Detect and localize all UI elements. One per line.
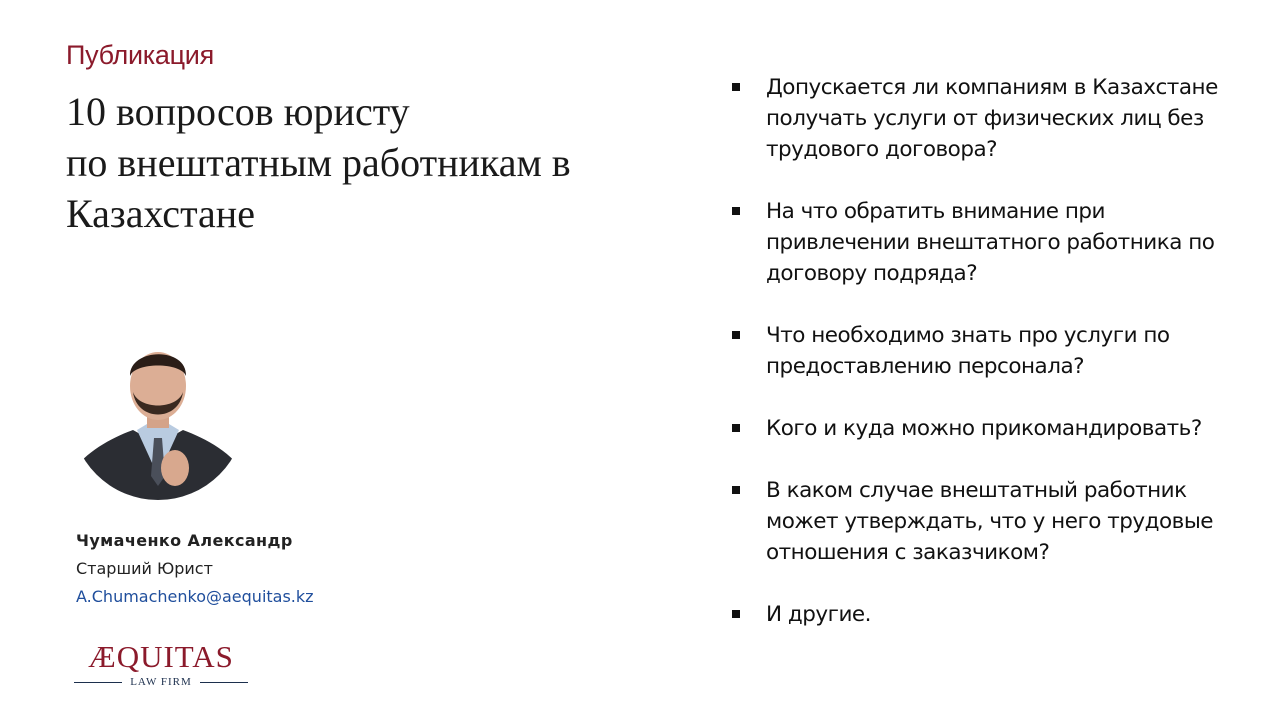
- question-text: Допускается ли компаниям в Казахстане получать услуги от физических лиц без трудового договора?: [766, 75, 1218, 162]
- title-line-3: Казахстане: [66, 191, 255, 236]
- logo-divider-right: [200, 682, 248, 683]
- author-role: Старший Юрист: [76, 559, 213, 578]
- question-item: [728, 196, 1248, 289]
- author-portrait-image: [71, 326, 245, 500]
- square-bullet-icon: [732, 83, 740, 91]
- square-bullet-icon: [732, 207, 740, 215]
- author-name: Чумаченко Александр: [76, 531, 293, 550]
- author-email-link[interactable]: A.Chumachenko@aequitas.kz: [76, 587, 314, 606]
- page-title: [66, 86, 686, 239]
- logo-wordmark: ÆQUITAS: [88, 639, 234, 674]
- logo-subtitle-row: [66, 676, 256, 688]
- firm-logo: [66, 640, 256, 688]
- author-photo: [71, 326, 245, 500]
- question-text: Кого и куда можно прикомандировать?: [766, 416, 1202, 441]
- logo-subtitle: LAW FIRM: [130, 676, 192, 688]
- question-text: В каком случае внештатный работник может утверждать, что у него трудовые отношения с заказчиком?: [766, 478, 1214, 565]
- square-bullet-icon: [732, 424, 740, 432]
- logo-divider-left: [74, 682, 122, 683]
- question-item: [728, 413, 1248, 444]
- square-bullet-icon: [732, 610, 740, 618]
- square-bullet-icon: [732, 486, 740, 494]
- category-label: Публикация: [66, 40, 214, 70]
- question-item: [728, 320, 1248, 382]
- question-text: На что обратить внимание при привлечении внештатного работника по договору подряда?: [766, 199, 1215, 286]
- question-item: [728, 599, 1248, 630]
- title-line-2: по внештатным работникам в: [66, 140, 571, 185]
- square-bullet-icon: [732, 331, 740, 339]
- title-line-1: 10 вопросов юристу: [66, 89, 410, 134]
- question-text: И другие.: [766, 602, 871, 627]
- question-text: Что необходимо знать про услуги по предоставлению персонала?: [766, 323, 1170, 379]
- question-item: [728, 475, 1248, 568]
- questions-list: [728, 72, 1248, 630]
- question-item: [728, 72, 1248, 165]
